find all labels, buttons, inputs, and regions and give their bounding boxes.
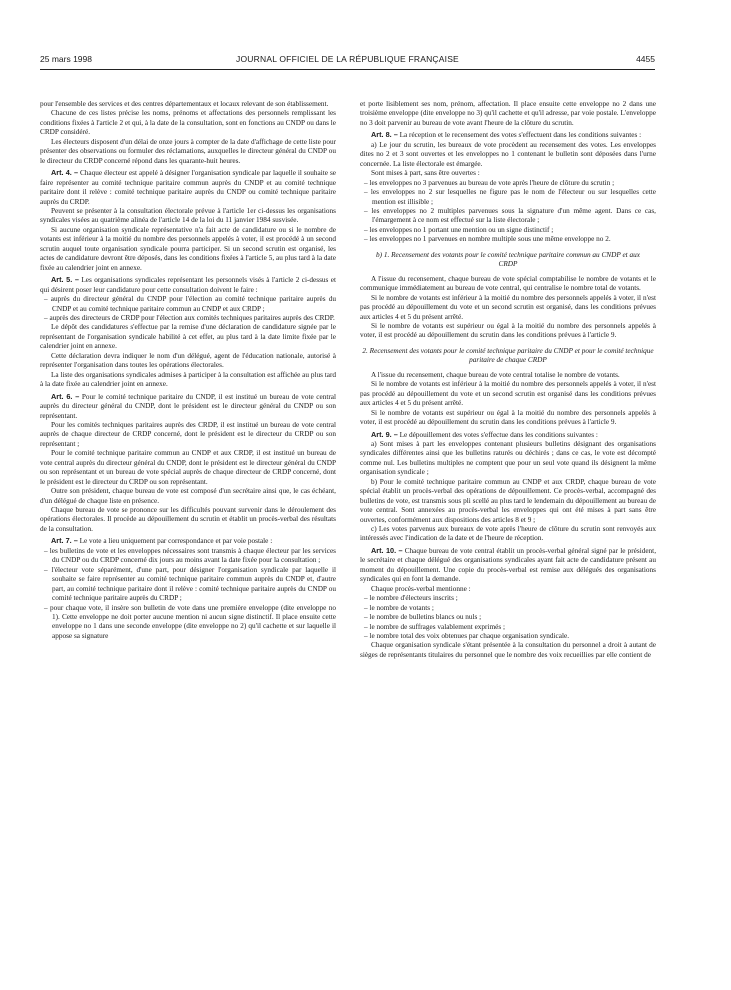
- paragraph: Si aucune organisation syndicale représentative n'a fait acte de candidature ou si le nombre de votants est inférieur à la moitié du nombre des personnels appelés à voter, il est procédé à un second scrutin auquel toute organisation syndicale pourra participer. Si un second scrutin est organisé, les actes de candidature devront être déposés, dans les conditions fixées à l'article 5, au plus tard à la date fixée au calendrier joint en annexe.: [40, 225, 336, 272]
- article-number: Art. 10. –: [371, 545, 403, 555]
- paragraph: et porte lisiblement ses nom, prénom, affectation. Il place ensuite cette enveloppe no 2 dans une troisième enveloppe (dite enveloppe no 3) qu'il cachette et qu'il adresse, par voie postale. L'enveloppe no 3 doit parvenir au bureau de vote avant l'heure de la clôture du scrutin.: [360, 100, 656, 127]
- article-paragraph: [360, 430, 656, 440]
- paragraph: pour l'ensemble des services et des centres départementaux et locaux relevant de son établissement.: [40, 100, 329, 108]
- list-item: – le nombre de suffrages valablement exprimés ;: [364, 622, 505, 631]
- list-item: – les enveloppes no 1 parvenues en nombre multiple sous une même enveloppe no 2.: [364, 235, 611, 244]
- article-number: Art. 5. –: [51, 275, 79, 285]
- paragraph: Les électeurs disposent d'un délai de onze jours à compter de la date d'affichage de cette liste pour présenter des observations ou formuler des réclamations, auxquelles le directeur général du CNDP ou le directeur du CRDP concerné répond dans les quarante-huit heures.: [40, 137, 336, 165]
- list-item: – le nombre total des voix obtenues par chaque organisation syndicale.: [364, 632, 570, 641]
- paragraph: A l'issue du recensement, chaque bureau de vote spécial comptabilise le nombre de votants et le communique immédiatement au bureau de vote central, qui centralise le nombre total de votants.: [360, 274, 656, 293]
- paragraph: a) Le jour du scrutin, les bureaux de vote procèdent au recensement des votes. Les enveloppes dites no 2 et 3 sont ouvertes et les enveloppes no 1 contenant le bulletin sont déposées dans l'urne concernée. La liste électorale est émargée.: [360, 140, 656, 168]
- paragraph: Pour le comité technique paritaire commun au CNDP et aux CRDP, il est institué un bureau de vote central auprès du directeur général du CNDP, dont le président est le directeur général du CNDP ou son représentant et un bureau de vote spécial auprès de chaque directeur de CRDP concerné, dont le président est le directeur du CRDP ou son représentant.: [40, 449, 336, 486]
- list-item: – auprès des directeurs de CRDP pour l'élection aux comités techniques paritaires auprès des CRDP.: [44, 313, 335, 322]
- list-item: – les enveloppes no 3 parvenues au bureau de vote après l'heure de clôture du scrutin ;: [364, 178, 615, 187]
- article-number: Art. 8. –: [371, 130, 398, 140]
- article-text: Le dépouillement des votes s'effectue dans les conditions suivantes :: [397, 430, 598, 439]
- section-subheading: b) 1. Recensement des votants pour le comité technique paritaire commun au CNDP et aux CRDP: [376, 250, 640, 269]
- article-number: Art. 9. –: [371, 429, 398, 439]
- list-item: – les enveloppes no 1 portant une mention ou un signe distinctif ;: [364, 225, 554, 234]
- paragraph: Chaque procès-verbal mentionne :: [371, 584, 471, 593]
- paragraph: Si le nombre de votants est supérieur ou égal à la moitié du nombre des personnels appelés à voter, il est procédé au dépouillement du scrutin dans les conditions prévues à l'article 9.: [360, 321, 656, 340]
- article-paragraph: [360, 546, 656, 585]
- article-text: Chaque bureau de vote central établit un procès-verbal général signé par le président, le secrétaire et chaque délégué des organisations syndicales ayant fait acte de candidature présent au moment du dépouillement. Une copie du procès-verbal est remise aux délégués des organisations syndicales qui en font la demande.: [360, 546, 657, 584]
- header-rule: [40, 69, 655, 70]
- article-text: Les organisations syndicales représentant les personnels visés à l'article 2 ci-dessus et qui désirent poser leur candidature pour cette consultation doivent le faire :: [40, 276, 336, 294]
- list-item: – l'électeur vote séparément, d'une part, pour désigner l'organisation syndicale par laquelle il souhaite se faire représenter au comité technique paritaire commun auprès du CNDP et, d'autre part, au comité technique paritaire dont il relève : comité technique paritaire auprès du CNDP ou comité technique paritaire auprès du CRDP ;: [44, 565, 336, 603]
- page-number: 4455: [636, 54, 655, 64]
- list-item: – le nombre de bulletins blancs ou nuls ;: [364, 613, 482, 622]
- right-column: [360, 100, 656, 660]
- paragraph: La liste des organisations syndicales admises à participer à la consultation est affichée au plus tard à la date fixée au calendrier joint en annexe.: [40, 370, 337, 389]
- header-date: 25 mars 1998: [40, 54, 92, 64]
- paragraph: c) Les votes parvenus aux bureaux de vote après l'heure de clôture du scrutin sont renvoyés aux intéressés avec l'indication de la date et de l'heure de réception.: [360, 525, 656, 543]
- paragraph: Si le nombre de votants est inférieur à la moitié du nombre des personnels appelés à voter, il n'est pas procédé au dépouillement du vote et un second scrutin est organisé dans les conditions prévues aux articles 4 et 5 du présent arrêté.: [360, 380, 656, 408]
- paragraph: Chacune de ces listes précise les noms, prénoms et affectations des personnels remplissant les conditions fixées à l'article 2 et qui, à la date de la consultation, sont en fonctions au CNDP ou dans le CRDP considéré.: [40, 109, 336, 137]
- paragraph: Sont mises à part, sans être ouvertes :: [371, 169, 480, 178]
- paragraph: Outre son président, chaque bureau de vote est composé d'un secrétaire ainsi que, le cas échéant, d'un délégué de chaque liste en présence.: [40, 487, 336, 505]
- paragraph: Peuvent se présenter à la consultation électorale prévue à l'article 1er ci-dessus les organisations syndicales visées au quatrième alinéa de l'article 14 de la loi du 11 janvier 1984 susvisée.: [40, 206, 336, 225]
- article-paragraph: [40, 275, 336, 295]
- article-paragraph: [360, 130, 656, 140]
- paragraph: Cette déclaration devra indiquer le nom d'un délégué, agent de l'éducation nationale, autorisé à représenter l'organisation dans toutes les opérations électorales.: [40, 351, 336, 370]
- article-number: Art. 7. –: [51, 536, 78, 546]
- paragraph: Chaque bureau de vote se prononce sur les difficultés pouvant survenir dans le déroulement des opérations électorales. Il procède au dépouillement du scrutin et établit un procès-verbal des résultats de la consultation.: [40, 506, 336, 533]
- paragraph: Pour les comités techniques paritaires auprès des CRDP, il est institué un bureau de vote central auprès de chaque directeur de CRDP concerné, dont le président est le directeur du CRDP ou son représentant ;: [40, 420, 336, 448]
- list-item: – le nombre d'électeurs inscrits ;: [364, 594, 458, 603]
- list-item: – les enveloppes no 2 sur lesquelles ne figure pas le nom de l'électeur ou sur lesquelles cette mention est illisible ;: [364, 188, 656, 206]
- list-item: – les enveloppes no 2 multiples parvenues sous la signature d'un même agent. Dans ce cas, l'émargement à ce nom est effectué sur la liste électorale ;: [364, 206, 656, 225]
- paragraph: b) Pour le comité technique paritaire commun au CNDP et aux CRDP, chaque bureau de vote spécial établit un procès-verbal des opérations de dépouillement. Ce procès-verbal, accompagné des bulletins de vote, est transmis sous pli scellé au plus tard le lendemain du dépouillement au bureau de vote central. Sont annexées au procès-verbal les enveloppes qui ont été mises à part sans être ouvertes, conformément aux dispositions des articles 8 et 9 ;: [360, 477, 656, 524]
- article-paragraph: [40, 392, 336, 421]
- list-item: – pour chaque vote, il insère son bulletin de vote dans une première enveloppe (dite enveloppe no 1). Cette enveloppe ne doit porter aucune mention ni aucun signe distinctif. Il place ensuite cette enveloppe no 1 dans une seconde enveloppe (dite enveloppe no 2) qu'il cachette et sur laquelle il appose sa signature: [44, 603, 336, 640]
- list-item: – le nombre de votants ;: [364, 603, 434, 612]
- page-header: [40, 54, 655, 68]
- article-number: Art. 6. –: [51, 391, 80, 401]
- article-paragraph: [40, 536, 336, 546]
- article-text: Le vote a lieu uniquement par correspondance et par voie postale :: [77, 537, 273, 546]
- paragraph: Si le nombre de votants est inférieur à la moitié du nombre des personnels appelés à voter, il n'est pas procédé au dépouillement du vote et un second scrutin est organisé, dans les conditions prévues aux articles 4 et 5 du présent arrêté.: [360, 293, 656, 321]
- list-item: – auprès du directeur général du CNDP pour l'élection au comité technique paritaire auprès du CNDP et au comité technique paritaire commun au CNDP et aux CRDP ;: [44, 295, 336, 313]
- list-item: – les bulletins de vote et les enveloppes nécessaires sont transmis à chaque électeur par les services du CNDP ou du CRDP concerné dix jours au moins avant la date fixée pour la consultation ;: [44, 546, 336, 565]
- paragraph: a) Sont mises à part les enveloppes contenant plusieurs bulletins désignant des organisations syndicales différentes ainsi que les bulletins raturés ou déchirés ; dans ce cas, le vote est décompté comme nul. Les bulletins multiples ne comptent que pour un seul vote quand ils désignent la même organisation syndicale ;: [360, 439, 656, 477]
- section-subheading: 2. Recensement des votants pour le comité technique paritaire du CNDP et pour le comité technique paritaire de chaque CRDP: [362, 346, 654, 365]
- article-text: Chaque électeur est appelé à désigner l'organisation syndicale par laquelle il souhaite se faire représenter au comité technique paritaire commun auprès du CNDP et au comité technique paritaire dont il relève : comité technique paritaire auprès du CNDP ou comité technique paritaire auprès du CRDP.: [40, 169, 336, 206]
- left-column: [40, 100, 336, 641]
- article-paragraph: [40, 168, 336, 207]
- article-text: Pour le comité technique paritaire du CNDP, il est institué un bureau de vote central auprès du directeur général du CNDP, dont le président est le directeur général du CNDP ou son représentant.: [40, 392, 336, 420]
- paragraph: Si le nombre de votants est supérieur ou égal à la moitié du nombre des personnels appelés à voter, il est procédé au dépouillement du scrutin dans les conditions prévues à l'article 9.: [360, 408, 656, 427]
- paragraph: Le dépôt des candidatures s'effectue par la remise d'une déclaration de candidature signée par le représentant de l'organisation syndicale habilité à cet effet, au plus tard à la date limite fixée par le calendrier joint en annexe.: [40, 323, 336, 351]
- journal-title: JOURNAL OFFICIEL DE LA RÉPUBLIQUE FRANÇAISE: [236, 54, 459, 64]
- paragraph: Chaque organisation syndicale s'étant présentée à la consultation du personnel a droit à autant de sièges de représentants titulaires du personnel que le nombre des voix recueillies par elle contient de: [360, 641, 656, 659]
- paragraph: A l'issue du recensement, chaque bureau de vote central totalise le nombre de votants.: [371, 370, 620, 379]
- article-text: La réception et le recensement des votes s'effectuent dans les conditions suivantes :: [397, 131, 642, 140]
- article-number: Art. 4. –: [51, 168, 79, 178]
